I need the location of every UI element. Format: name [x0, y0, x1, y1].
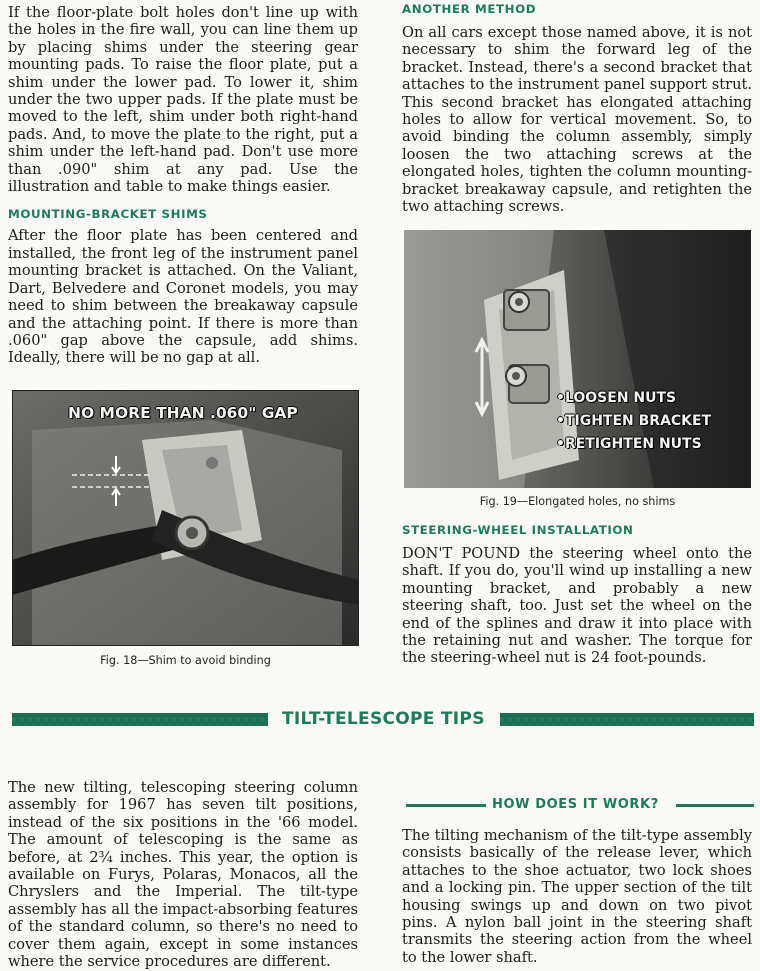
fig18-gap-label: NO MORE THAN .060" GAP: [68, 404, 298, 422]
steering-section: [402, 523, 752, 667]
fig19-caption: Fig. 19—Elongated holes, no shims: [479, 495, 676, 508]
how-does-it-work-heading: HOW DOES IT WORK?: [492, 797, 659, 812]
intro-paragraph: If the floor-plate bolt holes don't line up with the holes in the fire wall, you can line them up by placing shims under the steering gear mounting pads. To raise the floor plate, put a shim under the lower pad. To lower it, shim under the two upper pads. If the plate must be moved to the left, shim under both right-hand pads. And, to move the plate to the right, put a shim under the left-hand pad. Don't use more than .090" shim at any pad. Use the illustration and table to make things easier.: [8, 4, 358, 196]
mounting-bracket-heading: MOUNTING-BRACKET SHIMS: [8, 207, 208, 222]
steering-lead: DON'T POUND: [402, 545, 521, 562]
how-heading-rule-left: [406, 804, 486, 807]
mounting-bracket-paragraph: After the floor plate has been centered and installed, the front leg of the instrument panel mounting bracket is attached. On the Valiant, Dart, Belvedere and Coronet models, you may need to shim between the breakaway capsule and the attaching point. If there is more than .060" gap above the capsule, add shims. Ideally, there will be no gap at all.: [8, 227, 358, 367]
fig19-bullet-retighten: •RETIGHTEN NUTS: [556, 436, 702, 452]
fig18-caption: Fig. 18—Shim to avoid binding: [100, 654, 271, 667]
banner-bar-right: [500, 713, 754, 726]
bottom-left-column: [8, 779, 358, 970]
how-paragraph: The tilting mechanism of the tilt-type assembly consists basically of the release lever, which attaches to the shoe actuator, two lock shoes and a locking pin. The upper section of the tilt housing swings up and down on two pivot pins. A nylon ball joint in the steering shaft transmits the steering action from the wheel to the lower shaft.: [402, 827, 752, 966]
fig18-photo: [12, 390, 359, 646]
fig19-photo: [404, 230, 751, 488]
right-column: [402, 2, 752, 215]
bottom-right-column: [402, 827, 752, 966]
steering-paragraph: DON'T POUND the steering wheel onto the shaft. If you do, you'll wind up installing a new mounting bracket, and probably a new steering shaft, too. Just set the wheel on the end of the splines and draw it into place with the retaining nut and washer. The torque for the steering-wheel nut is 24 foot-pounds.: [402, 545, 752, 667]
tilt-intro-paragraph: The new tilting, telescoping steering column assembly for 1967 has seven tilt positions, instead of the six positions in the '66 model. The amount of telescoping is the same as before, at 2¾ inches. This year, the option is available on Furys, Polaras, Monacos, all the Chryslers and the Imperial. The tilt-type assembly has all the impact-absorbing features of the standard column, so there's no need to cover them again, except in some instances where the service procedures are different.: [8, 779, 358, 971]
how-heading-rule-right: [676, 804, 754, 807]
banner-bar-left: [12, 713, 268, 726]
banner-title: TILT-TELESCOPE TIPS: [282, 709, 485, 729]
left-column: [8, 4, 358, 367]
fig19-bullet-tighten: •TIGHTEN BRACKET: [556, 413, 712, 429]
another-method-paragraph: On all cars except those named above, it is not necessary to shim the forward leg of the bracket. Instead, there's a second bracket that attaches to the instrument panel support strut. This second bracket has elongated attaching holes to allow for vertical movement. So, to avoid binding the column assembly, simply loosen the two attaching screws at the elongated holes, tighten the column mounting-bracket breakaway capsule, and retighten the two attaching screws.: [402, 24, 752, 216]
fig19-bullet-loosen: •LOOSEN NUTS: [556, 390, 677, 406]
another-method-heading: ANOTHER METHOD: [402, 2, 537, 16]
fig18-illustration: [12, 390, 359, 646]
steering-heading: STEERING-WHEEL INSTALLATION: [402, 523, 634, 537]
